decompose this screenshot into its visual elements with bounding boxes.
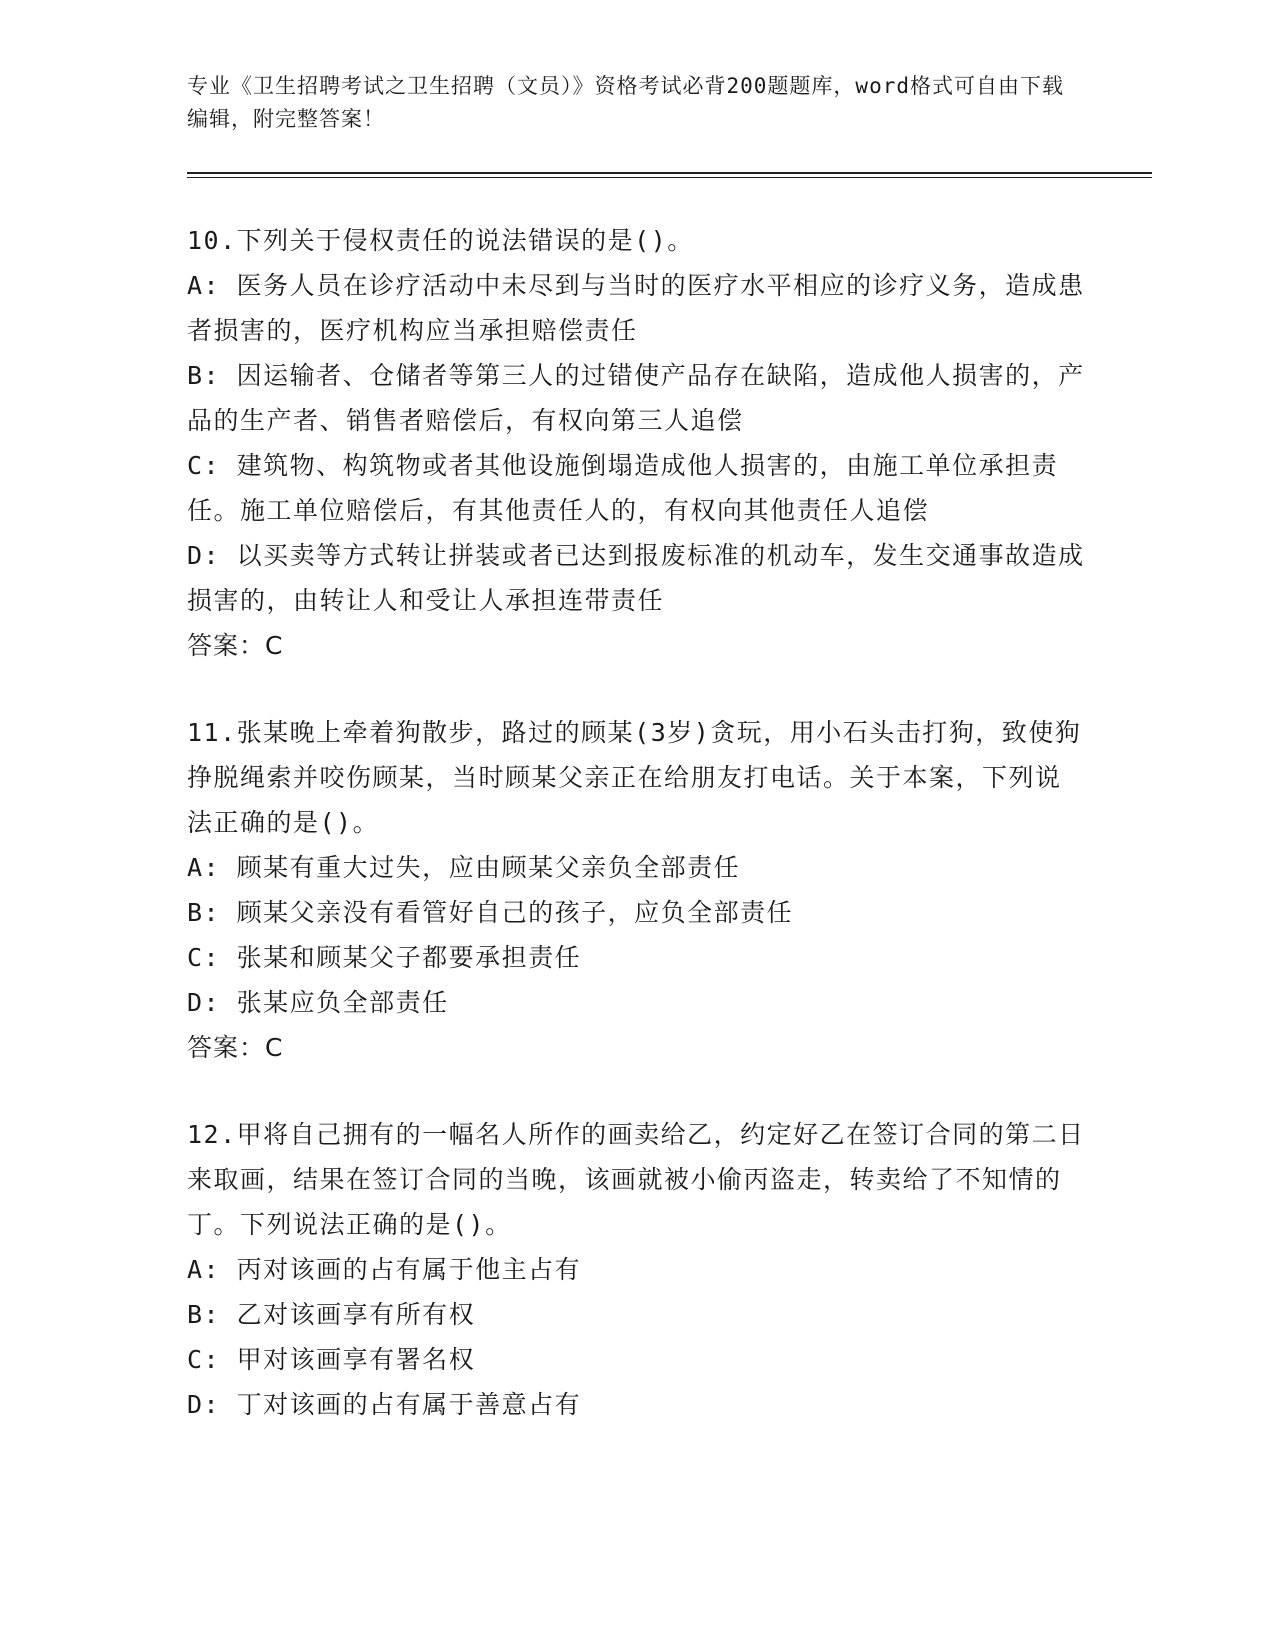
document-page (187, 70, 1152, 1427)
question-10 (187, 218, 1087, 668)
question-stem: 12.甲将自己拥有的一幅名人所作的画卖给乙，约定好乙在签订合同的第二日来取画，结果在签订合同的当晚，该画就被小偷丙盗走，转卖给了不知情的丁。下列说法正确的是()。 (187, 1120, 1085, 1239)
question-11 (187, 710, 1087, 1070)
document-header: 专业《卫生招聘考试之卫生招聘（文员）》资格考试必背200题题库，word格式可自由下载编辑，附完整答案！ (187, 74, 1064, 131)
option-d: D: 张某应负全部责任 (187, 988, 449, 1017)
answer-line: 答案：C (187, 631, 284, 660)
question-stem: 10.下列关于侵权责任的说法错误的是()。 (187, 226, 694, 255)
option-c: C: 甲对该画享有署名权 (187, 1345, 476, 1374)
option-b: B: 乙对该画享有所有权 (187, 1300, 476, 1329)
option-d: D: 以买卖等方式转让拼装或者已达到报废标准的机动车，发生交通事故造成损害的，由转让人和受让人承担连带责任 (187, 541, 1085, 615)
option-a: A: 丙对该画的占有属于他主占有 (187, 1255, 582, 1284)
question-12 (187, 1112, 1087, 1427)
option-a: A: 顾某有重大过失，应由顾某父亲负全部责任 (187, 853, 741, 882)
option-b: B: 顾某父亲没有看管好自己的孩子，应负全部责任 (187, 898, 794, 927)
header-divider (187, 172, 1152, 178)
option-c: C: 建筑物、构筑物或者其他设施倒塌造成他人损害的，由施工单位承担责任。施工单位赔偿后，有其他责任人的，有权向其他责任人追偿 (187, 451, 1059, 525)
option-c: C: 张某和顾某父子都要承担责任 (187, 943, 582, 972)
question-stem: 11.张某晚上牵着狗散步，路过的顾某(3岁)贪玩，用小石头击打狗，致使狗挣脱绳索并咬伤顾某，当时顾某父亲正在给朋友打电话。关于本案，下列说法正确的是()。 (187, 718, 1082, 837)
option-a: A: 医务人员在诊疗活动中未尽到与当时的医疗水平相应的诊疗义务，造成患者损害的，医疗机构应当承担赔偿责任 (187, 271, 1085, 345)
option-d: D: 丁对该画的占有属于善意占有 (187, 1390, 582, 1419)
answer-line: 答案：C (187, 1033, 284, 1062)
option-b: B: 因运输者、仓储者等第三人的过错使产品存在缺陷，造成他人损害的，产品的生产者、销售者赔偿后，有权向第三人追偿 (187, 361, 1085, 435)
